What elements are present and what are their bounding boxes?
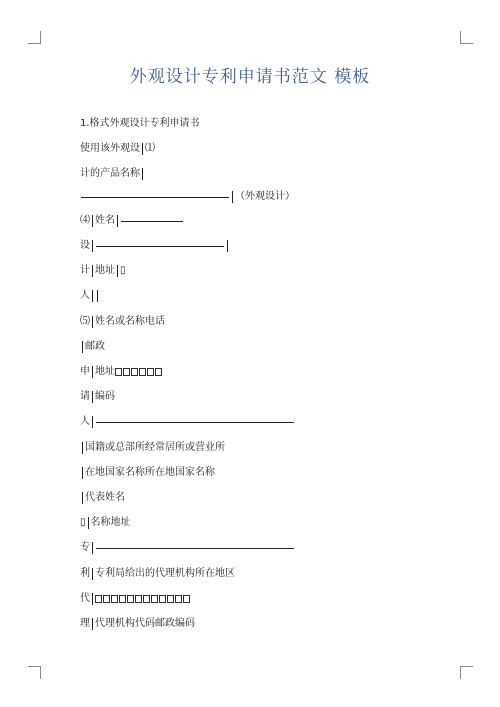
code-box bbox=[151, 595, 158, 603]
form-line-applicant-address bbox=[80, 364, 163, 380]
applicant-char-2: 请 bbox=[80, 391, 90, 402]
country-label: 在地国家名称所在地国家名称 bbox=[85, 467, 215, 478]
crop-mark-bottom-left bbox=[28, 666, 41, 679]
applicant-char-3: 人 bbox=[80, 416, 90, 427]
form-line-name-address bbox=[80, 515, 131, 531]
form-line-product-2 bbox=[80, 166, 145, 182]
divider bbox=[92, 240, 93, 252]
applicant-address-label: 地址 bbox=[95, 366, 115, 377]
designer-rule bbox=[96, 246, 224, 247]
form-line-country bbox=[80, 465, 215, 481]
agency-code-label: 代理机构代码邮政编码 bbox=[95, 618, 195, 629]
form-line-representative bbox=[80, 490, 125, 506]
document-title: 外观设计专利申请书范文 模板 bbox=[129, 67, 371, 87]
crop-mark-top-right bbox=[460, 31, 473, 44]
name-address-label: 名称地址 bbox=[90, 517, 131, 528]
code-box bbox=[123, 368, 130, 376]
code-box bbox=[135, 595, 142, 603]
form-line-product-name bbox=[80, 189, 295, 205]
form-line-agency-boxes bbox=[80, 591, 191, 607]
applicant-name-label: 姓名或名称电话 bbox=[95, 316, 165, 327]
agency-region-label: 专利局给出的代理机构所在地区 bbox=[95, 568, 235, 579]
placeholder-glyph: ▯ bbox=[80, 517, 86, 528]
form-line-applicant-name bbox=[80, 314, 165, 330]
divider bbox=[142, 143, 143, 155]
form-line-product-1 bbox=[80, 141, 155, 157]
code-box bbox=[103, 595, 110, 603]
divider bbox=[92, 542, 93, 554]
divider bbox=[92, 416, 93, 428]
divider bbox=[92, 290, 93, 302]
divider bbox=[227, 240, 228, 252]
form-line-agency-region bbox=[80, 566, 235, 582]
form-line-postal bbox=[80, 339, 105, 355]
form-line-name bbox=[80, 213, 184, 229]
form-line-agency-code bbox=[80, 616, 195, 632]
product-label-part2: 计的产品名称 bbox=[80, 168, 140, 179]
divider bbox=[92, 215, 93, 227]
divider bbox=[82, 341, 83, 353]
divider bbox=[82, 442, 83, 454]
code-box bbox=[183, 595, 190, 603]
divider bbox=[92, 593, 93, 605]
name-label: 姓名 bbox=[95, 215, 115, 226]
patent-char-1: 专 bbox=[80, 542, 90, 553]
divider bbox=[117, 215, 118, 227]
crop-mark-bottom-right bbox=[460, 666, 473, 679]
code-box bbox=[143, 595, 150, 603]
agency-char-2: 理 bbox=[80, 618, 90, 629]
divider bbox=[92, 265, 93, 277]
form-line-designer-address bbox=[80, 263, 126, 279]
divider bbox=[232, 191, 233, 203]
code-box bbox=[127, 595, 134, 603]
name-rule bbox=[121, 221, 183, 222]
divider bbox=[92, 568, 93, 580]
patent-rule bbox=[96, 548, 294, 549]
crop-mark-top-left bbox=[28, 31, 41, 44]
code-box bbox=[131, 368, 138, 376]
divider bbox=[97, 290, 98, 302]
code-box bbox=[139, 368, 146, 376]
code-box bbox=[95, 595, 102, 603]
code-box bbox=[119, 595, 126, 603]
designer-char-3: 人 bbox=[80, 290, 90, 301]
product-label-part1: 使用该外观设 bbox=[80, 143, 140, 154]
divider bbox=[92, 391, 93, 403]
patent-char-2: 利 bbox=[80, 568, 90, 579]
form-line-designer-1 bbox=[80, 238, 230, 254]
form-line-patent-1 bbox=[80, 540, 295, 556]
designer-char-1: 设 bbox=[80, 240, 90, 251]
design-type-label: （外观设计） bbox=[235, 191, 295, 202]
marker-5: ⑸ bbox=[80, 316, 90, 327]
divider bbox=[142, 168, 143, 180]
form-line-code bbox=[80, 389, 115, 405]
divider bbox=[117, 265, 118, 277]
product-name-rule bbox=[81, 197, 229, 198]
code-label: 编码 bbox=[95, 391, 115, 402]
divider bbox=[92, 618, 93, 630]
marker-1: ⑴ bbox=[145, 143, 155, 154]
code-box bbox=[115, 368, 122, 376]
divider bbox=[82, 467, 83, 479]
designer-char-2: 计 bbox=[80, 265, 90, 276]
placeholder-glyph: ▯ bbox=[120, 265, 126, 276]
code-box bbox=[111, 595, 118, 603]
representative-label: 代表姓名 bbox=[85, 492, 125, 503]
section-heading-text: 1.格式外观设计专利申请书 bbox=[80, 118, 200, 129]
divider bbox=[92, 316, 93, 328]
divider bbox=[88, 517, 89, 529]
address-label: 地址 bbox=[95, 265, 115, 276]
form-line-applicant-3 bbox=[80, 414, 295, 430]
code-box bbox=[159, 595, 166, 603]
marker-4: ⑷ bbox=[80, 215, 90, 226]
postal-label: 邮政 bbox=[85, 341, 105, 352]
code-box bbox=[175, 595, 182, 603]
applicant-rule bbox=[96, 422, 294, 423]
divider bbox=[82, 492, 83, 504]
section-heading bbox=[80, 116, 200, 132]
applicant-char-1: 申 bbox=[80, 366, 90, 377]
code-box bbox=[167, 595, 174, 603]
code-box bbox=[155, 368, 162, 376]
form-line-designer-3 bbox=[80, 288, 100, 304]
nationality-label: 国籍或总部所经常居所或营业所 bbox=[85, 442, 225, 453]
agency-char-1: 代 bbox=[80, 593, 90, 604]
code-box bbox=[147, 368, 154, 376]
form-line-nationality bbox=[80, 440, 225, 456]
divider bbox=[92, 366, 93, 378]
